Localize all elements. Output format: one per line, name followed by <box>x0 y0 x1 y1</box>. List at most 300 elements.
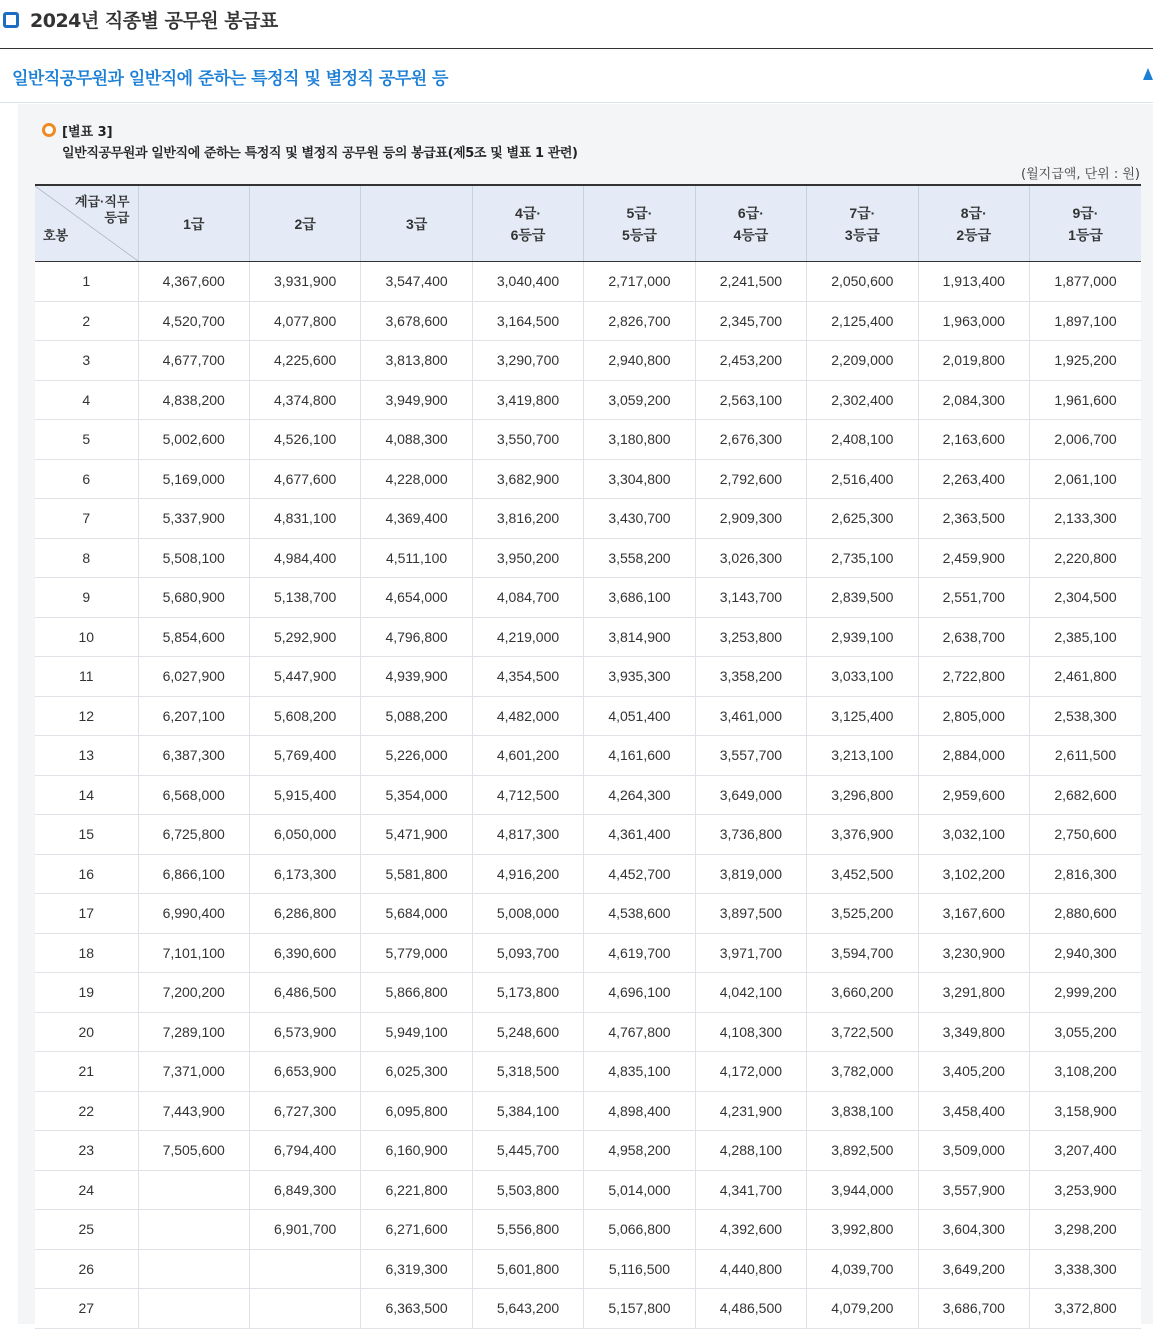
table-row <box>35 459 1141 499</box>
salary-cell: 5,337,900 <box>138 499 249 539</box>
salary-cell: 5,779,000 <box>361 933 472 973</box>
salary-cell: 1,963,000 <box>918 301 1029 341</box>
column-header-line2: 6등급 <box>510 226 546 243</box>
salary-cell: 2,133,300 <box>1030 499 1142 539</box>
salary-cell: 4,161,600 <box>584 736 695 776</box>
table-row <box>35 341 1141 381</box>
salary-cell: 4,482,000 <box>472 696 583 736</box>
salary-cell: 4,225,600 <box>249 341 360 381</box>
salary-cell: 3,452,500 <box>807 854 918 894</box>
salary-cell: 2,884,000 <box>918 736 1029 776</box>
salary-cell: 3,931,900 <box>249 262 360 302</box>
column-header-line1: 1급 <box>183 215 205 232</box>
salary-cell: 3,033,100 <box>807 657 918 697</box>
salary-cell: 2,735,100 <box>807 538 918 578</box>
salary-cell: 2,959,600 <box>918 775 1029 815</box>
salary-cell: 4,077,800 <box>249 301 360 341</box>
salary-cell: 5,248,600 <box>472 1012 583 1052</box>
step-cell: 13 <box>35 736 138 776</box>
salary-cell: 3,838,100 <box>807 1091 918 1131</box>
step-cell: 16 <box>35 854 138 894</box>
column-header-line1: 3급 <box>405 215 428 232</box>
salary-cell: 2,638,700 <box>918 617 1029 657</box>
salary-cell: 5,608,200 <box>249 696 360 736</box>
salary-cell: 3,525,200 <box>807 894 918 934</box>
step-cell: 7 <box>35 499 138 539</box>
salary-cell: 4,039,700 <box>807 1249 918 1289</box>
salary-cell: 4,341,700 <box>695 1170 806 1210</box>
salary-cell: 4,079,200 <box>807 1289 918 1329</box>
salary-cell: 4,231,900 <box>695 1091 806 1131</box>
salary-cell: 3,594,700 <box>807 933 918 973</box>
salary-cell: 1,897,100 <box>1030 301 1142 341</box>
salary-cell: 2,302,400 <box>807 380 918 420</box>
salary-cell: 3,108,200 <box>1030 1052 1142 1092</box>
salary-cell: 2,717,000 <box>584 262 695 302</box>
salary-cell: 5,088,200 <box>361 696 472 736</box>
salary-cell: 2,453,200 <box>695 341 806 381</box>
salary-cell: 2,611,500 <box>1030 736 1142 776</box>
salary-cell: 2,163,600 <box>918 420 1029 460</box>
salary-cell: 5,138,700 <box>249 578 360 618</box>
salary-cell: 4,288,100 <box>695 1131 806 1171</box>
step-cell: 2 <box>35 301 138 341</box>
salary-cell: 1,961,600 <box>1030 380 1142 420</box>
step-cell: 14 <box>35 775 138 815</box>
table-row <box>35 775 1141 815</box>
salary-cell: 2,792,600 <box>695 459 806 499</box>
step-cell: 11 <box>35 657 138 697</box>
salary-cell: 7,289,100 <box>138 1012 249 1052</box>
salary-cell <box>138 1210 249 1250</box>
salary-cell: 4,520,700 <box>138 301 249 341</box>
step-cell: 6 <box>35 459 138 499</box>
salary-cell: 3,055,200 <box>1030 1012 1142 1052</box>
table-row <box>35 933 1141 973</box>
corner-header-cell <box>35 185 138 262</box>
salary-cell: 3,372,800 <box>1030 1289 1142 1329</box>
salary-cell: 5,503,800 <box>472 1170 583 1210</box>
salary-cell: 5,169,000 <box>138 459 249 499</box>
salary-cell: 5,292,900 <box>249 617 360 657</box>
column-header-line1: 9급· <box>1072 204 1099 221</box>
salary-cell: 2,006,700 <box>1030 420 1142 460</box>
salary-cell: 6,221,800 <box>361 1170 472 1210</box>
salary-cell: 6,573,900 <box>249 1012 360 1052</box>
salary-cell: 4,392,600 <box>695 1210 806 1250</box>
salary-cell: 3,547,400 <box>361 262 472 302</box>
step-cell: 4 <box>35 380 138 420</box>
salary-cell: 2,750,600 <box>1030 815 1142 855</box>
step-cell: 25 <box>35 1210 138 1250</box>
salary-cell: 5,226,000 <box>361 736 472 776</box>
salary-cell: 5,318,500 <box>472 1052 583 1092</box>
column-header <box>695 185 806 262</box>
salary-cell <box>138 1170 249 1210</box>
salary-cell: 6,027,900 <box>138 657 249 697</box>
table-row <box>35 854 1141 894</box>
salary-cell: 6,849,300 <box>249 1170 360 1210</box>
salary-cell: 3,682,900 <box>472 459 583 499</box>
salary-cell: 5,447,900 <box>249 657 360 697</box>
salary-cell: 2,551,700 <box>918 578 1029 618</box>
column-header-line1: 7급· <box>849 204 876 221</box>
salary-cell: 3,660,200 <box>807 973 918 1013</box>
salary-cell: 4,264,300 <box>584 775 695 815</box>
section-title[interactable]: 일반직공무원과 일반직에 준하는 특정직 및 별정직 공무원 등 <box>12 69 448 89</box>
step-cell: 24 <box>35 1170 138 1210</box>
table-row <box>35 1052 1141 1092</box>
salary-cell: 5,581,800 <box>361 854 472 894</box>
step-cell: 27 <box>35 1289 138 1329</box>
salary-cell: 4,677,700 <box>138 341 249 381</box>
salary-cell: 3,032,100 <box>918 815 1029 855</box>
salary-cell: 6,387,300 <box>138 736 249 776</box>
column-header-line2: 5등급 <box>622 226 657 243</box>
salary-cell: 2,940,800 <box>584 341 695 381</box>
table-row <box>35 894 1141 934</box>
salary-cell: 6,727,300 <box>249 1091 360 1131</box>
salary-cell: 2,241,500 <box>695 262 806 302</box>
salary-cell: 4,939,900 <box>361 657 472 697</box>
salary-cell: 3,298,200 <box>1030 1210 1142 1250</box>
salary-cell: 4,958,200 <box>584 1131 695 1171</box>
salary-cell: 5,556,800 <box>472 1210 583 1250</box>
column-header <box>361 185 472 262</box>
table-body <box>35 262 1141 1329</box>
salary-cell: 2,263,400 <box>918 459 1029 499</box>
salary-cell: 2,839,500 <box>807 578 918 618</box>
salary-cell: 4,088,300 <box>361 420 472 460</box>
salary-cell: 2,019,800 <box>918 341 1029 381</box>
salary-cell: 6,866,100 <box>138 854 249 894</box>
salary-cell: 5,949,100 <box>361 1012 472 1052</box>
salary-cell: 3,558,200 <box>584 538 695 578</box>
salary-cell: 7,505,600 <box>138 1131 249 1171</box>
salary-cell: 6,568,000 <box>138 775 249 815</box>
salary-cell: 2,676,300 <box>695 420 806 460</box>
salary-cell: 4,361,400 <box>584 815 695 855</box>
salary-cell: 4,538,600 <box>584 894 695 934</box>
salary-cell: 2,939,100 <box>807 617 918 657</box>
salary-cell: 4,712,500 <box>472 775 583 815</box>
salary-cell: 4,601,200 <box>472 736 583 776</box>
salary-cell <box>138 1249 249 1289</box>
salary-cell: 2,880,600 <box>1030 894 1142 934</box>
salary-cell: 4,654,000 <box>361 578 472 618</box>
salary-cell: 5,173,800 <box>472 973 583 1013</box>
table-row <box>35 380 1141 420</box>
salary-cell: 2,538,300 <box>1030 696 1142 736</box>
salary-cell: 2,625,300 <box>807 499 918 539</box>
salary-cell: 5,680,900 <box>138 578 249 618</box>
salary-cell: 3,102,200 <box>918 854 1029 894</box>
salary-cell: 4,228,000 <box>361 459 472 499</box>
salary-cell: 6,173,300 <box>249 854 360 894</box>
salary-cell: 3,125,400 <box>807 696 918 736</box>
salary-cell: 3,304,800 <box>584 459 695 499</box>
salary-cell: 2,999,200 <box>1030 973 1142 1013</box>
table-row <box>35 736 1141 776</box>
salary-cell: 2,061,100 <box>1030 459 1142 499</box>
salary-cell: 6,160,900 <box>361 1131 472 1171</box>
salary-table <box>35 184 1141 1329</box>
table-row <box>35 1249 1141 1289</box>
salary-cell: 3,557,900 <box>918 1170 1029 1210</box>
salary-cell: 2,516,400 <box>807 459 918 499</box>
salary-cell: 5,471,900 <box>361 815 472 855</box>
salary-cell: 2,682,600 <box>1030 775 1142 815</box>
salary-cell: 5,014,000 <box>584 1170 695 1210</box>
step-cell: 19 <box>35 973 138 1013</box>
table-row <box>35 1210 1141 1250</box>
salary-cell: 3,167,600 <box>918 894 1029 934</box>
salary-cell: 3,026,300 <box>695 538 806 578</box>
salary-cell: 2,345,700 <box>695 301 806 341</box>
table-row <box>35 301 1141 341</box>
salary-cell: 3,376,900 <box>807 815 918 855</box>
step-cell: 18 <box>35 933 138 973</box>
step-cell: 26 <box>35 1249 138 1289</box>
step-cell: 21 <box>35 1052 138 1092</box>
table-row <box>35 262 1141 302</box>
salary-cell: 3,816,200 <box>472 499 583 539</box>
salary-cell: 3,358,200 <box>695 657 806 697</box>
salary-cell: 4,831,100 <box>249 499 360 539</box>
salary-cell: 3,686,100 <box>584 578 695 618</box>
salary-cell: 4,172,000 <box>695 1052 806 1092</box>
salary-cell: 4,452,700 <box>584 854 695 894</box>
salary-cell: 5,002,600 <box>138 420 249 460</box>
salary-cell <box>138 1289 249 1329</box>
salary-cell: 3,557,700 <box>695 736 806 776</box>
salary-cell: 3,819,000 <box>695 854 806 894</box>
salary-cell: 3,207,400 <box>1030 1131 1142 1171</box>
salary-cell: 5,601,800 <box>472 1249 583 1289</box>
salary-cell: 4,817,300 <box>472 815 583 855</box>
salary-cell: 4,526,100 <box>249 420 360 460</box>
corner-rank-label: 계급·직무 <box>74 194 130 209</box>
salary-cell: 6,025,300 <box>361 1052 472 1092</box>
salary-cell: 5,384,100 <box>472 1091 583 1131</box>
salary-cell: 3,509,000 <box>918 1131 1029 1171</box>
table-row <box>35 1131 1141 1171</box>
table-row <box>35 499 1141 539</box>
column-header-line1: 2급 <box>294 215 316 232</box>
column-header <box>472 185 583 262</box>
salary-cell: 3,686,700 <box>918 1289 1029 1329</box>
salary-cell: 4,767,800 <box>584 1012 695 1052</box>
salary-cell: 5,866,800 <box>361 973 472 1013</box>
salary-cell: 3,550,700 <box>472 420 583 460</box>
salary-cell: 1,913,400 <box>918 262 1029 302</box>
salary-cell: 3,296,800 <box>807 775 918 815</box>
salary-cell: 4,367,600 <box>138 262 249 302</box>
salary-cell: 4,369,400 <box>361 499 472 539</box>
salary-cell: 5,008,000 <box>472 894 583 934</box>
salary-cell <box>249 1249 360 1289</box>
salary-cell: 4,796,800 <box>361 617 472 657</box>
salary-cell: 5,915,400 <box>249 775 360 815</box>
salary-cell: 3,040,400 <box>472 262 583 302</box>
salary-cell: 6,286,800 <box>249 894 360 934</box>
column-header-line2: 1등급 <box>1068 226 1103 243</box>
salary-cell: 3,253,800 <box>695 617 806 657</box>
salary-cell: 6,095,800 <box>361 1091 472 1131</box>
salary-cell: 7,101,100 <box>138 933 249 973</box>
salary-cell: 4,916,200 <box>472 854 583 894</box>
table-row <box>35 1012 1141 1052</box>
salary-cell: 3,944,000 <box>807 1170 918 1210</box>
step-cell: 9 <box>35 578 138 618</box>
column-header <box>918 185 1029 262</box>
table-row <box>35 538 1141 578</box>
salary-cell: 2,940,300 <box>1030 933 1142 973</box>
salary-cell: 2,826,700 <box>584 301 695 341</box>
section-header[interactable] <box>0 50 1153 103</box>
salary-cell: 4,084,700 <box>472 578 583 618</box>
column-header-line1: 4급· <box>515 204 542 221</box>
table-row <box>35 1289 1141 1329</box>
salary-cell: 3,813,800 <box>361 341 472 381</box>
step-cell: 8 <box>35 538 138 578</box>
salary-cell: 5,354,000 <box>361 775 472 815</box>
collapse-arrow-icon[interactable] <box>1143 68 1153 80</box>
step-cell: 23 <box>35 1131 138 1171</box>
salary-cell: 3,180,800 <box>584 420 695 460</box>
salary-cell: 3,736,800 <box>695 815 806 855</box>
step-cell: 17 <box>35 894 138 934</box>
salary-cell: 4,677,600 <box>249 459 360 499</box>
corner-step-label: 호봉 <box>43 228 69 243</box>
salary-cell: 3,461,000 <box>695 696 806 736</box>
table-header-row <box>35 185 1141 262</box>
salary-cell: 3,290,700 <box>472 341 583 381</box>
salary-cell: 3,230,900 <box>918 933 1029 973</box>
table-row <box>35 973 1141 1013</box>
salary-cell: 3,338,300 <box>1030 1249 1142 1289</box>
column-header-line2: 3등급 <box>844 226 880 243</box>
step-cell: 22 <box>35 1091 138 1131</box>
salary-cell: 2,909,300 <box>695 499 806 539</box>
table-row <box>35 578 1141 618</box>
salary-cell: 4,108,300 <box>695 1012 806 1052</box>
salary-cell: 3,950,200 <box>472 538 583 578</box>
salary-cell: 3,253,900 <box>1030 1170 1142 1210</box>
salary-cell: 4,838,200 <box>138 380 249 420</box>
salary-cell: 5,066,800 <box>584 1210 695 1250</box>
salary-cell: 3,935,300 <box>584 657 695 697</box>
square-bullet-icon <box>3 12 19 28</box>
salary-cell: 1,925,200 <box>1030 341 1142 381</box>
salary-cell: 6,319,300 <box>361 1249 472 1289</box>
step-cell: 10 <box>35 617 138 657</box>
salary-cell: 6,653,900 <box>249 1052 360 1092</box>
salary-cell: 6,207,100 <box>138 696 249 736</box>
salary-cell: 7,443,900 <box>138 1091 249 1131</box>
salary-cell: 4,354,500 <box>472 657 583 697</box>
salary-cell: 3,419,800 <box>472 380 583 420</box>
column-header-line1: 6급· <box>737 204 764 221</box>
table-row <box>35 1170 1141 1210</box>
salary-cell: 4,219,000 <box>472 617 583 657</box>
salary-cell: 6,363,500 <box>361 1289 472 1329</box>
salary-cell: 2,563,100 <box>695 380 806 420</box>
table-row <box>35 420 1141 460</box>
salary-cell: 3,405,200 <box>918 1052 1029 1092</box>
salary-cell: 3,971,700 <box>695 933 806 973</box>
salary-cell: 5,157,800 <box>584 1289 695 1329</box>
salary-cell: 2,461,800 <box>1030 657 1142 697</box>
step-cell: 1 <box>35 262 138 302</box>
salary-cell: 4,619,700 <box>584 933 695 973</box>
step-cell: 20 <box>35 1012 138 1052</box>
salary-cell: 6,486,500 <box>249 973 360 1013</box>
salary-cell: 3,349,800 <box>918 1012 1029 1052</box>
salary-cell: 3,814,900 <box>584 617 695 657</box>
salary-cell: 2,363,500 <box>918 499 1029 539</box>
step-cell: 3 <box>35 341 138 381</box>
column-header <box>249 185 360 262</box>
unit-note: (월지급액, 단위 : 원) <box>1021 167 1140 182</box>
salary-cell: 2,408,100 <box>807 420 918 460</box>
salary-cell: 5,769,400 <box>249 736 360 776</box>
salary-cell: 3,897,500 <box>695 894 806 934</box>
salary-cell: 4,051,400 <box>584 696 695 736</box>
salary-cell: 3,678,600 <box>361 301 472 341</box>
salary-cell: 6,794,400 <box>249 1131 360 1171</box>
salary-cell: 6,901,700 <box>249 1210 360 1250</box>
salary-cell: 5,445,700 <box>472 1131 583 1171</box>
column-header <box>807 185 918 262</box>
table-row <box>35 617 1141 657</box>
ring-bullet-icon <box>42 123 56 137</box>
corner-grade-label: 등급 <box>104 210 130 225</box>
salary-cell: 2,459,900 <box>918 538 1029 578</box>
salary-cell: 2,304,500 <box>1030 578 1142 618</box>
salary-cell: 7,371,000 <box>138 1052 249 1092</box>
salary-cell: 3,458,400 <box>918 1091 1029 1131</box>
salary-cell: 3,992,800 <box>807 1210 918 1250</box>
salary-cell: 2,209,000 <box>807 341 918 381</box>
salary-cell: 4,696,100 <box>584 973 695 1013</box>
salary-cell: 4,984,400 <box>249 538 360 578</box>
table-row <box>35 1091 1141 1131</box>
salary-cell: 7,200,200 <box>138 973 249 1013</box>
table-row <box>35 696 1141 736</box>
salary-cell: 4,374,800 <box>249 380 360 420</box>
salary-cell: 6,990,400 <box>138 894 249 934</box>
salary-cell: 4,511,100 <box>361 538 472 578</box>
salary-cell: 2,722,800 <box>918 657 1029 697</box>
salary-cell: 6,725,800 <box>138 815 249 855</box>
column-header <box>138 185 249 262</box>
column-header-line1: 5급· <box>626 204 653 221</box>
salary-cell: 3,158,900 <box>1030 1091 1142 1131</box>
salary-cell: 5,643,200 <box>472 1289 583 1329</box>
salary-cell: 2,385,100 <box>1030 617 1142 657</box>
salary-cell: 3,059,200 <box>584 380 695 420</box>
salary-cell: 5,684,000 <box>361 894 472 934</box>
table-label: [별표 3] <box>62 125 113 140</box>
salary-cell: 3,949,900 <box>361 380 472 420</box>
column-header <box>584 185 695 262</box>
salary-cell: 6,271,600 <box>361 1210 472 1250</box>
salary-cell: 3,892,500 <box>807 1131 918 1171</box>
salary-cell: 3,604,300 <box>918 1210 1029 1250</box>
salary-cell: 3,291,800 <box>918 973 1029 1013</box>
column-header-line1: 8급· <box>960 204 987 221</box>
